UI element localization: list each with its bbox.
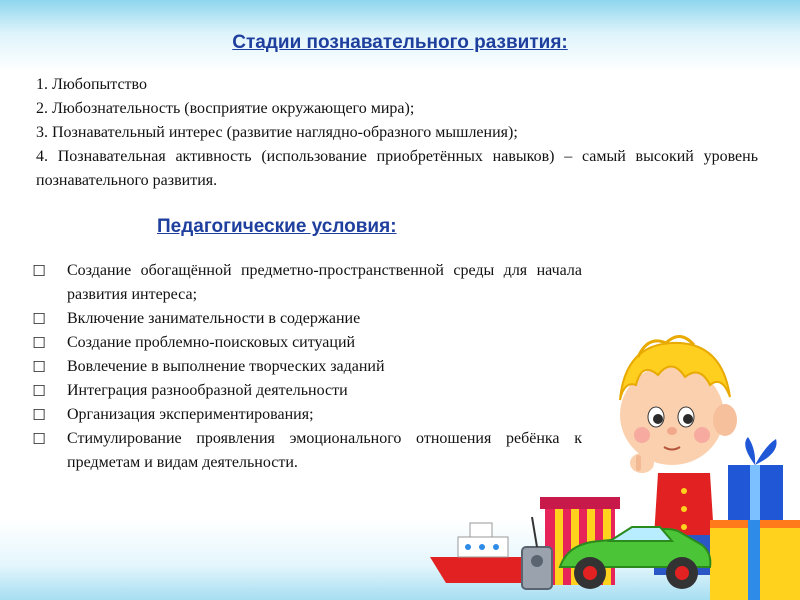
condition-text: Организация экспериментирования; bbox=[67, 406, 314, 423]
stage-item: 2. Любознательность (восприятие окружающего мира); bbox=[36, 100, 415, 117]
condition-text: Стимулирование проявления эмоционального отношения ребёнка к предметам и видам деятельности. bbox=[67, 430, 582, 471]
condition-text: Включение занимательности в содержание bbox=[67, 310, 361, 327]
blue-gift-box-icon bbox=[728, 437, 783, 520]
stage-item: 1. Любопытство bbox=[36, 76, 147, 93]
boy-with-toys-illustration bbox=[410, 305, 800, 600]
stages-list bbox=[36, 73, 758, 193]
condition-text: Вовлечение в выполнение творческих заданий bbox=[67, 358, 385, 375]
stage-item: 3. Познавательный интерес (развитие наглядно-образного мышления); bbox=[36, 124, 518, 141]
condition-text: Создание проблемно-поисковых ситуаций bbox=[67, 334, 356, 351]
slide-title: Стадии познавательного развития: bbox=[232, 32, 568, 53]
yellow-gift-box-icon bbox=[710, 520, 800, 600]
checkbox-bullet-icon: ☐ bbox=[32, 382, 46, 400]
checkbox-bullet-icon: ☐ bbox=[32, 406, 46, 424]
checkbox-bullet-icon: ☐ bbox=[32, 310, 46, 328]
condition-item bbox=[30, 259, 582, 307]
checkbox-bullet-icon: ☐ bbox=[32, 430, 46, 448]
checkbox-bullet-icon: ☐ bbox=[32, 334, 46, 352]
stage-item: 4. Познавательная активность (использование приобретённых навыков) – самый высокий уровень познавательного развития. bbox=[36, 148, 758, 189]
conditions-heading: Педагогические условия: bbox=[157, 216, 397, 237]
condition-text: Создание обогащённой предметно-пространственной среды для начала развития интереса; bbox=[67, 262, 582, 303]
checkbox-bullet-icon: ☐ bbox=[32, 358, 46, 376]
checkbox-bullet-icon: ☐ bbox=[32, 262, 46, 280]
condition-text: Интеграция разнообразной деятельности bbox=[67, 382, 348, 399]
